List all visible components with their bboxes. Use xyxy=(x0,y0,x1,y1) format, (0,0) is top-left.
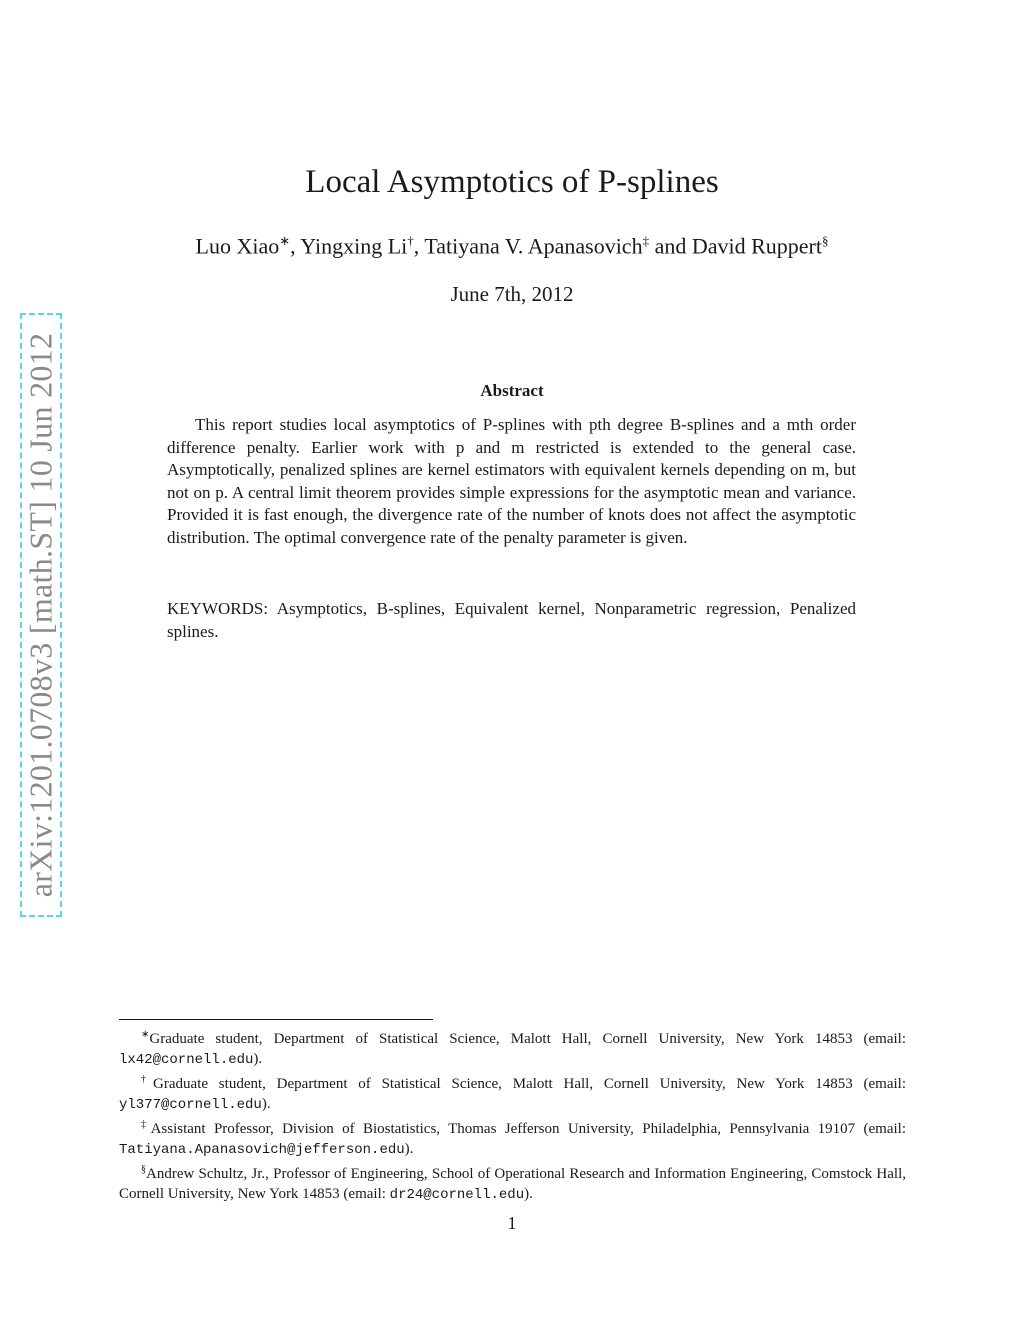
email-link[interactable]: Tatiyana.Apanasovich@jefferson.edu xyxy=(119,1142,405,1158)
author-list xyxy=(0,233,1024,259)
paper-title: Local Asymptotics of P-splines xyxy=(305,164,719,200)
footnote-text: Andrew Schultz, Jr., Professor of Engineering, School of Operational Research and Information Engineering, Comstock Hall, Cornell University, New York 14853 (email: xyxy=(119,1166,906,1202)
abstract-heading: Abstract xyxy=(480,381,544,400)
footnote xyxy=(119,1160,906,1205)
email-link[interactable]: yl377@cornell.edu xyxy=(119,1097,262,1113)
author-name: David Ruppert xyxy=(691,233,822,259)
footnote-mark: § xyxy=(141,1164,146,1175)
footnote-mark: ∗ xyxy=(141,1029,150,1040)
footnote-tail: ). xyxy=(253,1051,263,1067)
footnote-text: Graduate student, Department of Statistical Science, Malott Hall, Cornell University, New York 14853 (email: xyxy=(149,1031,906,1047)
author-separator: , xyxy=(290,233,301,259)
email-link[interactable]: dr24@cornell.edu xyxy=(389,1187,525,1203)
footnote-mark: † xyxy=(141,1074,154,1085)
footnote xyxy=(119,1115,906,1160)
keywords: KEYWORDS: Asymptotics, B-splines, Equivalent kernel, Nonparametric regression, Penalized splines. xyxy=(167,599,856,641)
footnote-tail: ). xyxy=(404,1141,414,1157)
author-footnote-mark: † xyxy=(407,233,414,248)
footnote-text: Graduate student, Department of Statistical Science, Malott Hall, Cornell University, New York 14853 (email: xyxy=(153,1076,906,1092)
footnote-mark: ‡ xyxy=(141,1119,151,1130)
page-number: 1 xyxy=(507,1213,517,1233)
author-name: Luo Xiao xyxy=(195,233,280,259)
author-footnote-mark: ‡ xyxy=(642,233,650,248)
abstract-body: This report studies local asymptotics of P-splines with pth degree B-splines and a mth order difference penalty. Earlier work with p and m restricted is extended to the general case. Asymptotically, penalized splines are kernel estimators with equivalent kernels depending on m, but not on p. A central limit theorem provides simple expressions for the asymptotic mean and variance. Provided it is fast enough, the divergence rate of the number of knots does not affect the asymptotic distribution. The optimal convergence rate of the penalty parameter is given. xyxy=(167,415,856,547)
footnote xyxy=(119,1025,906,1070)
arxiv-identifier-stamp xyxy=(20,313,62,917)
footnote-tail: ). xyxy=(524,1186,533,1202)
footnotes xyxy=(119,1025,906,1205)
arxiv-identifier-text: arXiv:1201.0708v3 [math.ST] 10 Jun 2012 xyxy=(22,332,59,898)
footnote-text: Assistant Professor, Division of Biostatistics, Thomas Jefferson University, Philadelphia, Pennsylvania 19107 (email: xyxy=(150,1121,906,1137)
author-footnote-mark: ∗ xyxy=(279,233,291,248)
paper-date: June 7th, 2012 xyxy=(450,282,574,306)
footnote xyxy=(119,1070,906,1115)
footnote-rule xyxy=(119,1019,433,1020)
email-link[interactable]: lx42@cornell.edu xyxy=(119,1052,254,1068)
author-name: Tatiyana V. Apanasovich xyxy=(424,233,643,259)
author-separator: , xyxy=(413,233,425,259)
author-name: Yingxing Li xyxy=(300,233,408,259)
footnote-tail: ). xyxy=(261,1096,271,1112)
author-footnote-mark: § xyxy=(822,233,829,248)
author-separator: and xyxy=(649,233,692,259)
